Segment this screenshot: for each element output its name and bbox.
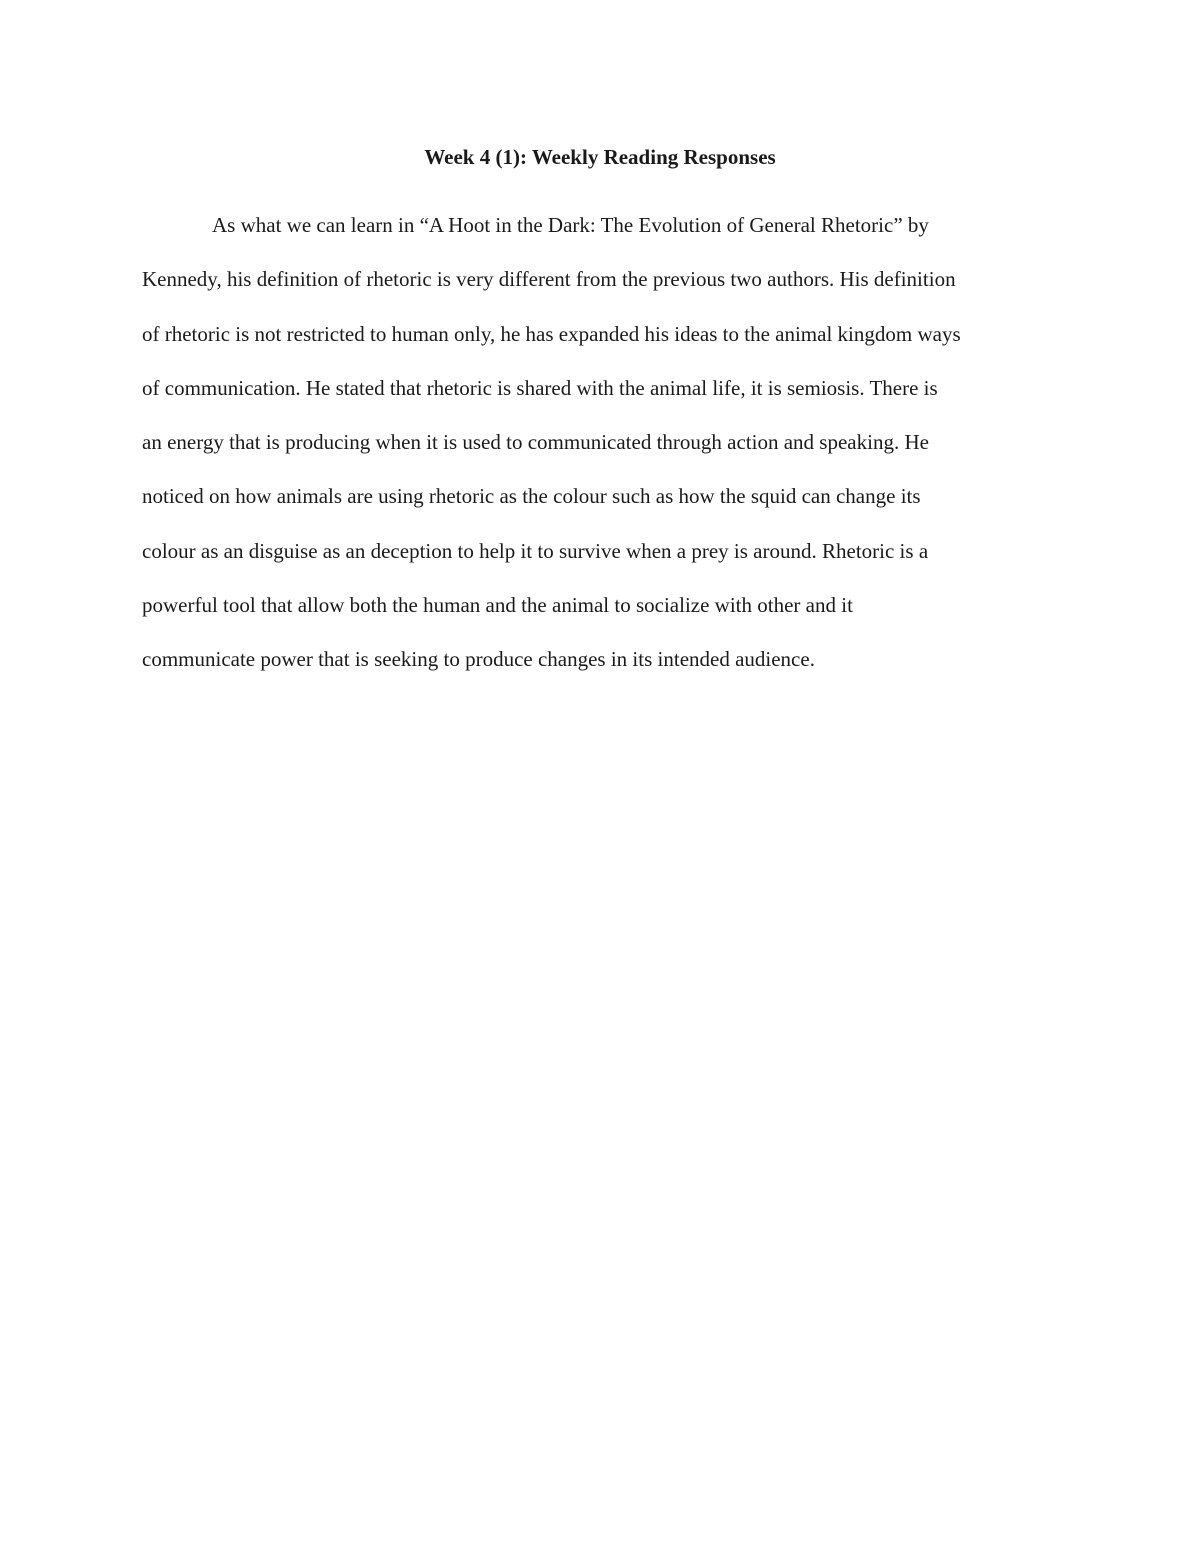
paragraph-line: of communication. He stated that rhetoric is shared with the animal life, it is semiosis. There is [142,375,938,400]
paragraph-line: Kennedy, his definition of rhetoric is very different from the previous two authors. His definition [142,267,956,292]
paragraph-line: powerful tool that allow both the human and the animal to socialize with other and it [142,593,853,618]
paragraph-line: an energy that is producing when it is used to communicated through action and speaking. He [142,430,929,455]
response-paragraph [142,198,1072,687]
document-title: Week 4 (1): Weekly Reading Responses [424,145,776,169]
paragraph-line: communicate power that is seeking to produce changes in its intended audience. [142,647,815,672]
paragraph-line: colour as an disguise as an deception to help it to survive when a prey is around. Rhetoric is a [142,538,929,563]
paragraph-line: noticed on how animals are using rhetoric as the colour such as how the squid can change its [142,484,921,509]
paragraph-line: of rhetoric is not restricted to human only, he has expanded his ideas to the animal kingdom ways [142,321,961,346]
paragraph-line: As what we can learn in “A Hoot in the Dark: The Evolution of General Rhetoric” by [212,213,929,237]
